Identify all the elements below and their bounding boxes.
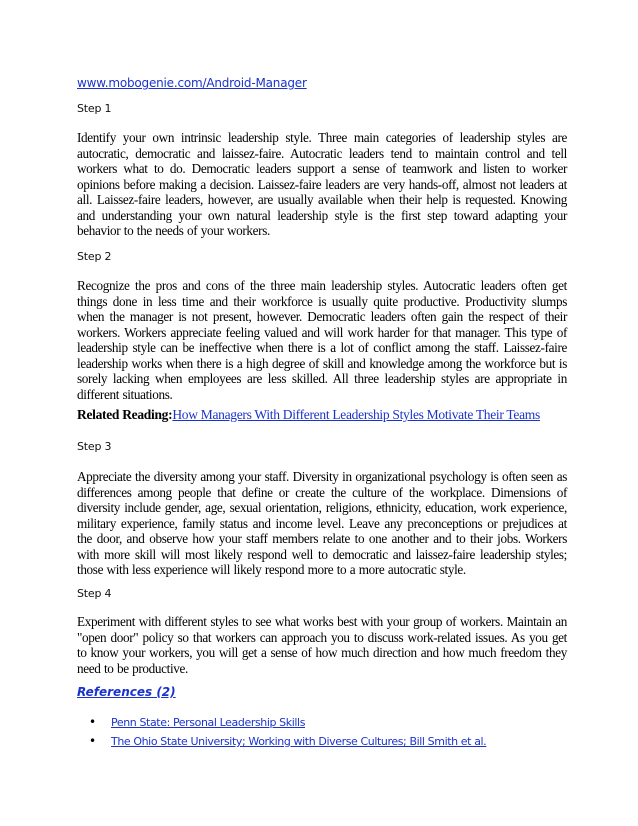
step-2-label: Step 2 <box>77 250 112 263</box>
step-1-text: Identify your own intrinsic leadership style. Three main categories of leadership styles are autocratic, democratic and laissez-faire. Autocratic leaders tend to maintain control and tell workers what to do. Democratic leaders support a sense of teamwork and listen to worker opinions before making a decision. Laissez-faire leaders are very hands-off, almost not leaders at all. Laissez-faire leaders, however, are usually available when their help is requested. Knowing and understanding your own natural leadership style is the first step toward adapting your behavior to the needs of your workers. <box>77 130 567 238</box>
related-reading <box>77 407 540 423</box>
reference-link-ohio-state[interactable]: The Ohio State University; Working with Diverse Cultures; Bill Smith et al. <box>111 735 487 748</box>
reference-item <box>77 713 486 732</box>
step-3-text: Appreciate the diversity among your staff. Diversity in organizational psychology is often seen as differences among people that define or create the culture of the workplace. Dimensions of diversity include gender, age, sexual orientation, religions, ethnicity, education, work experience, military experience, family status and income level. Leave any preconceptions or prejudices at the door, and observe how your staff members relate to one another and to their jobs. Workers with more skill will most likely respond well to democratic and laissez-faire leadership styles; those with less experience will likely respond more to a more autocratic style. <box>77 469 567 577</box>
related-reading-label: Related Reading: <box>77 407 173 422</box>
references-heading[interactable]: References (2) <box>77 685 176 699</box>
step-4-label: Step 4 <box>77 587 112 600</box>
bullet-icon: • <box>89 715 96 729</box>
step-1-label: Step 1 <box>77 102 112 115</box>
reference-item <box>77 732 486 751</box>
step-4-text: Experiment with different styles to see what works best with your group of workers. Maintain an "open door" policy so that workers can approach you to discuss work-related issues. As you get to know your workers, you will get a sense of how much direction and how much freedom they need to be productive. <box>77 614 567 676</box>
step-2-text: Recognize the pros and cons of the three main leadership styles. Autocratic leaders often get things done in less time and their workforce is usually quite productive. Productivity slumps when the manager is not present, however. Democratic leaders often gain the respect of their workers. Workers appreciate feeling valued and will work harder for that manager. This type of leadership style can be ineffective when there is a lot of conflict among the staff. Laissez-faire leadership works when there is a high degree of skill and knowledge among the workforce but is sorely lacking when employees are less skilled. All three leadership styles are appropriate in different situations. <box>77 278 567 402</box>
mobogenie-link[interactable]: www.mobogenie.com/Android-Manager <box>77 76 307 90</box>
related-reading-link[interactable]: How Managers With Different Leadership Styles Motivate Their Teams <box>172 407 540 422</box>
step-3-label: Step 3 <box>77 440 112 453</box>
references-list <box>77 713 486 751</box>
reference-link-penn-state[interactable]: Penn State: Personal Leadership Skills <box>111 716 306 729</box>
bullet-icon: • <box>89 734 96 748</box>
